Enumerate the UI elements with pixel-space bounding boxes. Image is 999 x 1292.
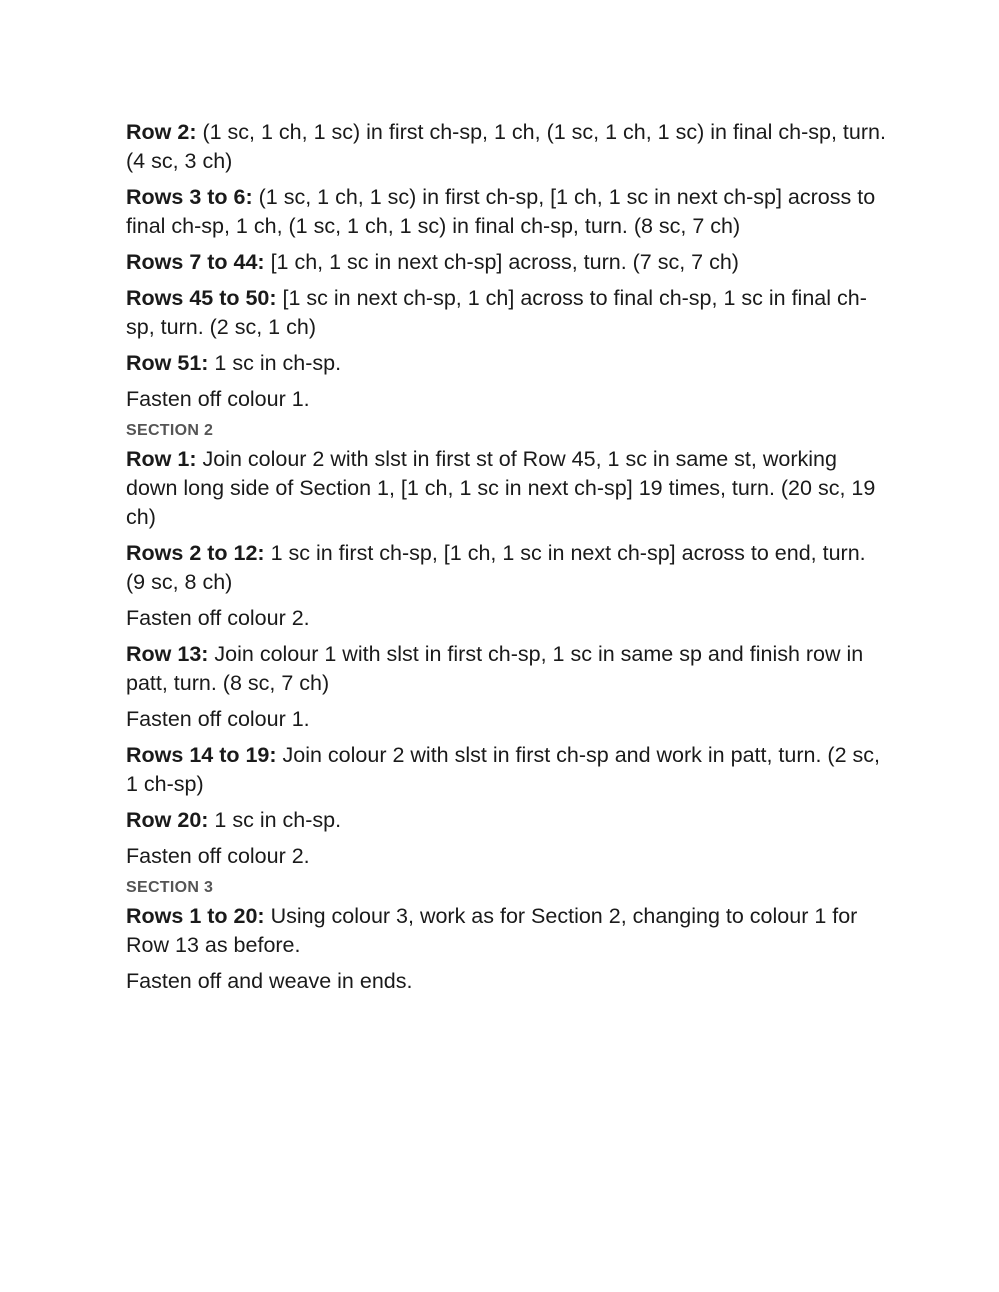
row-text: 1 sc in ch-sp.: [208, 351, 342, 375]
row-label: Rows 3 to 6:: [126, 185, 253, 209]
row-51-instruction: [126, 349, 886, 378]
rows-45-50-instruction: [126, 284, 886, 342]
rows-14-19-instruction: [126, 741, 886, 799]
row-label: Rows 2 to 12:: [126, 541, 265, 565]
fasten-off-note: [126, 842, 886, 871]
row-text: Using colour 3, work as for Section 2, changing to colour 1 for Row 13 as before.: [126, 904, 858, 957]
note-text: Fasten off and weave in ends.: [126, 969, 413, 993]
row-label: Row 2:: [126, 120, 197, 144]
document-page: [126, 118, 886, 1003]
rows-1-20-instruction: [126, 902, 886, 960]
row-2-instruction: [126, 118, 886, 176]
fasten-off-note: [126, 967, 886, 996]
row-text: [1 sc in next ch-sp, 1 ch] across to final ch-sp, 1 sc in final ch-sp, turn. (2 sc, 1 ch): [126, 286, 867, 339]
row-label: Rows 1 to 20:: [126, 904, 265, 928]
note-text: Fasten off colour 2.: [126, 844, 310, 868]
row-text: (1 sc, 1 ch, 1 sc) in first ch-sp, 1 ch, (1 sc, 1 ch, 1 sc) in final ch-sp, turn. (4 sc, 3 ch): [126, 120, 886, 173]
row-label: Rows 7 to 44:: [126, 250, 265, 274]
section-2-heading: SECTION 2: [126, 422, 214, 439]
row-text: Join colour 1 with slst in first ch-sp, 1 sc in same sp and finish row in patt, turn. (8 sc, 7 ch): [126, 642, 864, 695]
rows-2-12-instruction: [126, 539, 886, 597]
rows-7-44-instruction: [126, 248, 886, 277]
row-text: [1 ch, 1 sc in next ch-sp] across, turn. (7 sc, 7 ch): [264, 250, 739, 274]
row-text: (1 sc, 1 ch, 1 sc) in first ch-sp, [1 ch, 1 sc in next ch-sp] across to final ch-sp, 1 ch, (1 sc, 1 ch, 1 sc) in final ch-sp, turn. (8 sc, 7 ch): [126, 185, 876, 238]
row-label: Row 13:: [126, 642, 209, 666]
row-label: Rows 14 to 19:: [126, 743, 277, 767]
row-1-instruction: [126, 445, 886, 532]
fasten-off-note: [126, 604, 886, 633]
row-label: Row 1:: [126, 447, 197, 471]
row-text: Join colour 2 with slst in first st of Row 45, 1 sc in same st, working down long side of Section 1, [1 ch, 1 sc in next ch-sp] 19 times, turn. (20 sc, 19 ch): [126, 447, 876, 529]
note-text: Fasten off colour 2.: [126, 606, 310, 630]
fasten-off-note: [126, 705, 886, 734]
row-label: Rows 45 to 50:: [126, 286, 277, 310]
row-label: Row 51:: [126, 351, 209, 375]
fasten-off-note: [126, 385, 886, 414]
section-3-heading: SECTION 3: [126, 879, 214, 896]
row-text: Join colour 2 with slst in first ch-sp and work in patt, turn. (2 sc, 1 ch-sp): [126, 743, 880, 796]
row-text: 1 sc in first ch-sp, [1 ch, 1 sc in next ch-sp] across to end, turn. (9 sc, 8 ch): [126, 541, 866, 594]
row-label: Row 20:: [126, 808, 209, 832]
rows-3-6-instruction: [126, 183, 886, 241]
row-text: 1 sc in ch-sp.: [208, 808, 342, 832]
note-text: Fasten off colour 1.: [126, 707, 310, 731]
row-13-instruction: [126, 640, 886, 698]
row-20-instruction: [126, 806, 886, 835]
note-text: Fasten off colour 1.: [126, 387, 310, 411]
